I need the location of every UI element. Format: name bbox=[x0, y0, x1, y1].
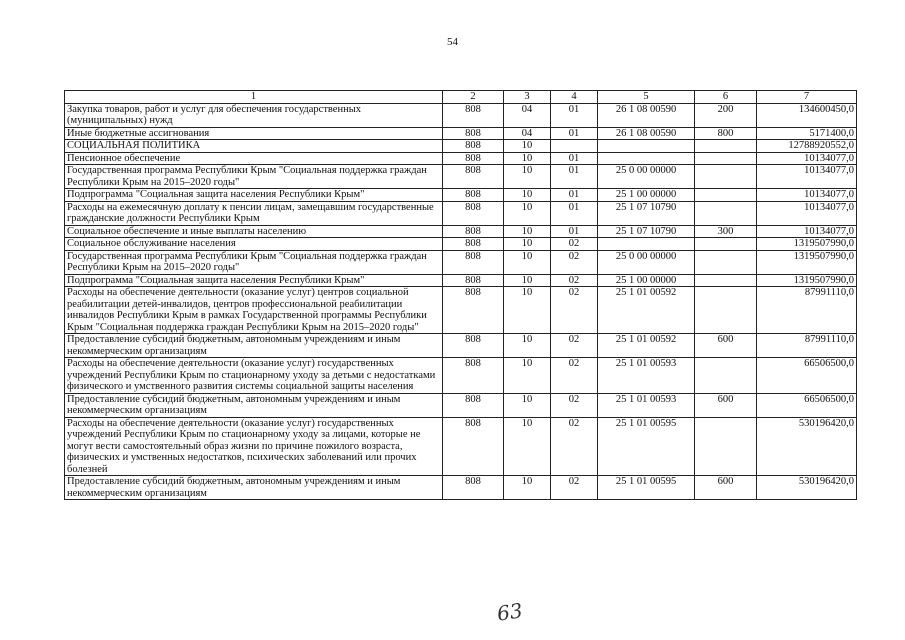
row-code-c5: 25 1 01 00592 bbox=[598, 334, 695, 358]
table-row bbox=[65, 334, 857, 358]
row-amount: 5171400,0 bbox=[757, 127, 857, 140]
row-description: Иные бюджетные ассигнования bbox=[65, 127, 443, 140]
row-code-c2: 808 bbox=[443, 250, 504, 274]
row-code-c2: 808 bbox=[443, 103, 504, 127]
row-amount: 66506500,0 bbox=[757, 393, 857, 417]
row-description: Социальное обслуживание населения bbox=[65, 238, 443, 251]
row-code-c4: 01 bbox=[551, 103, 598, 127]
budget-table bbox=[64, 90, 857, 500]
row-code-c2: 808 bbox=[443, 393, 504, 417]
row-code-c6 bbox=[695, 189, 757, 202]
row-amount: 530196420,0 bbox=[757, 417, 857, 476]
row-amount: 1319507990,0 bbox=[757, 274, 857, 287]
row-code-c4: 02 bbox=[551, 334, 598, 358]
row-code-c3: 10 bbox=[504, 165, 551, 189]
row-code-c6 bbox=[695, 140, 757, 153]
row-code-c5: 26 1 08 00590 bbox=[598, 103, 695, 127]
row-code-c6: 600 bbox=[695, 334, 757, 358]
table-row bbox=[65, 238, 857, 251]
table-body bbox=[65, 103, 857, 500]
row-code-c5: 25 1 07 10790 bbox=[598, 201, 695, 225]
row-code-c2: 808 bbox=[443, 201, 504, 225]
row-code-c3: 10 bbox=[504, 393, 551, 417]
row-code-c5 bbox=[598, 140, 695, 153]
row-code-c6 bbox=[695, 152, 757, 165]
row-code-c2: 808 bbox=[443, 238, 504, 251]
column-header: 3 bbox=[504, 91, 551, 104]
row-amount: 10134077,0 bbox=[757, 201, 857, 225]
row-description: Расходы на обеспечение деятельности (оказание услуг) центров социальной реабилитации детей-инвалидов, центров профессиональной реабилитации инвалидов Республики Крым в рамках Государственной программы Республики Крым "Социальная поддержка граждан Республики Крым на 2015–2020 годы" bbox=[65, 287, 443, 334]
row-code-c6 bbox=[695, 287, 757, 334]
row-code-c5: 25 1 00 00000 bbox=[598, 274, 695, 287]
row-description: Государственная программа Республики Крым "Социальная поддержка граждан Республики Крым на 2015–2020 годы" bbox=[65, 250, 443, 274]
row-amount: 87991110,0 bbox=[757, 334, 857, 358]
row-code-c4: 01 bbox=[551, 152, 598, 165]
row-code-c5: 26 1 08 00590 bbox=[598, 127, 695, 140]
row-code-c4: 01 bbox=[551, 189, 598, 202]
row-code-c4 bbox=[551, 140, 598, 153]
row-code-c2: 808 bbox=[443, 165, 504, 189]
row-code-c4: 02 bbox=[551, 417, 598, 476]
table-row bbox=[65, 274, 857, 287]
row-code-c2: 808 bbox=[443, 140, 504, 153]
row-code-c3: 10 bbox=[504, 334, 551, 358]
row-amount: 1319507990,0 bbox=[757, 250, 857, 274]
row-code-c5: 25 1 01 00595 bbox=[598, 417, 695, 476]
table-row bbox=[65, 417, 857, 476]
table-row bbox=[65, 393, 857, 417]
row-amount: 10134077,0 bbox=[757, 152, 857, 165]
row-code-c3: 10 bbox=[504, 287, 551, 334]
row-code-c2: 808 bbox=[443, 287, 504, 334]
column-header: 1 bbox=[65, 91, 443, 104]
row-description: Расходы на обеспечение деятельности (оказание услуг) государственных учреждений Республики Крым по стационарному уходу за лицами, которые не могут вести самостоятельный образ жизни по причине пожилого возраста, физических и умственных недостатков, психических заболеваний или прочих болезней bbox=[65, 417, 443, 476]
row-amount: 12788920552,0 bbox=[757, 140, 857, 153]
row-code-c5: 25 1 01 00593 bbox=[598, 358, 695, 394]
row-code-c6: 600 bbox=[695, 476, 757, 500]
row-code-c3: 04 bbox=[504, 103, 551, 127]
row-code-c6 bbox=[695, 165, 757, 189]
row-amount: 10134077,0 bbox=[757, 165, 857, 189]
row-code-c2: 808 bbox=[443, 274, 504, 287]
row-code-c4: 02 bbox=[551, 358, 598, 394]
row-code-c3: 10 bbox=[504, 274, 551, 287]
row-code-c2: 808 bbox=[443, 476, 504, 500]
table-row bbox=[65, 225, 857, 238]
row-code-c4: 02 bbox=[551, 250, 598, 274]
row-code-c4: 02 bbox=[551, 287, 598, 334]
row-code-c6 bbox=[695, 358, 757, 394]
page-number: 54 bbox=[447, 36, 458, 48]
row-code-c3: 10 bbox=[504, 238, 551, 251]
row-code-c5: 25 1 07 10790 bbox=[598, 225, 695, 238]
row-code-c2: 808 bbox=[443, 127, 504, 140]
row-description: Предоставление субсидий бюджетным, автономным учреждениям и иным некоммерческим организациям bbox=[65, 334, 443, 358]
table-row bbox=[65, 358, 857, 394]
row-amount: 1319507990,0 bbox=[757, 238, 857, 251]
row-description: Расходы на ежемесячную доплату к пенсии лицам, замещавшим государственные гражданские должности Республики Крым bbox=[65, 201, 443, 225]
row-code-c3: 10 bbox=[504, 476, 551, 500]
row-amount: 66506500,0 bbox=[757, 358, 857, 394]
column-header: 2 bbox=[443, 91, 504, 104]
row-amount: 10134077,0 bbox=[757, 225, 857, 238]
table-row bbox=[65, 250, 857, 274]
row-code-c4: 02 bbox=[551, 393, 598, 417]
row-code-c4: 01 bbox=[551, 165, 598, 189]
row-code-c4: 01 bbox=[551, 127, 598, 140]
row-code-c4: 02 bbox=[551, 476, 598, 500]
row-description: Предоставление субсидий бюджетным, автономным учреждениям и иным некоммерческим организациям bbox=[65, 476, 443, 500]
row-code-c5: 25 0 00 00000 bbox=[598, 165, 695, 189]
row-code-c6 bbox=[695, 238, 757, 251]
column-header: 7 bbox=[757, 91, 857, 104]
row-code-c5: 25 1 01 00592 bbox=[598, 287, 695, 334]
column-header: 5 bbox=[598, 91, 695, 104]
row-description: СОЦИАЛЬНАЯ ПОЛИТИКА bbox=[65, 140, 443, 153]
row-code-c3: 10 bbox=[504, 140, 551, 153]
handwritten-page-mark: 63 bbox=[495, 598, 524, 626]
row-description: Государственная программа Республики Крым "Социальная поддержка граждан Республики Крым на 2015–2020 годы" bbox=[65, 165, 443, 189]
row-description: Предоставление субсидий бюджетным, автономным учреждениям и иным некоммерческим организациям bbox=[65, 393, 443, 417]
table-row bbox=[65, 476, 857, 500]
row-code-c3: 04 bbox=[504, 127, 551, 140]
row-code-c2: 808 bbox=[443, 152, 504, 165]
row-code-c3: 10 bbox=[504, 225, 551, 238]
row-code-c3: 10 bbox=[504, 189, 551, 202]
row-amount: 10134077,0 bbox=[757, 189, 857, 202]
row-code-c3: 10 bbox=[504, 358, 551, 394]
row-code-c3: 10 bbox=[504, 152, 551, 165]
row-code-c5 bbox=[598, 152, 695, 165]
table-row bbox=[65, 140, 857, 153]
row-code-c2: 808 bbox=[443, 225, 504, 238]
table-row bbox=[65, 287, 857, 334]
row-code-c3: 10 bbox=[504, 417, 551, 476]
row-description: Социальное обеспечение и иные выплаты населению bbox=[65, 225, 443, 238]
table-row bbox=[65, 189, 857, 202]
row-code-c2: 808 bbox=[443, 334, 504, 358]
row-code-c5 bbox=[598, 238, 695, 251]
row-code-c6: 600 bbox=[695, 393, 757, 417]
row-description: Закупка товаров, работ и услуг для обеспечения государственных (муниципальных) нужд bbox=[65, 103, 443, 127]
table-header-row bbox=[65, 91, 857, 104]
row-description: Подпрограмма "Социальная защита населения Республики Крым" bbox=[65, 274, 443, 287]
column-header: 4 bbox=[551, 91, 598, 104]
row-code-c6 bbox=[695, 417, 757, 476]
row-description: Расходы на обеспечение деятельности (оказание услуг) государственных учреждений Республики Крым по стационарному уходу за детьми с недостатками физического и умственного развития системы социальной защиты населения bbox=[65, 358, 443, 394]
row-code-c2: 808 bbox=[443, 417, 504, 476]
row-code-c5: 25 1 01 00593 bbox=[598, 393, 695, 417]
row-description: Пенсионное обеспечение bbox=[65, 152, 443, 165]
table-row bbox=[65, 103, 857, 127]
row-code-c6: 300 bbox=[695, 225, 757, 238]
row-code-c5: 25 1 01 00595 bbox=[598, 476, 695, 500]
row-code-c6: 200 bbox=[695, 103, 757, 127]
row-code-c3: 10 bbox=[504, 250, 551, 274]
row-amount: 134600450,0 bbox=[757, 103, 857, 127]
row-code-c2: 808 bbox=[443, 358, 504, 394]
row-code-c4: 01 bbox=[551, 201, 598, 225]
row-code-c6: 800 bbox=[695, 127, 757, 140]
table-row bbox=[65, 152, 857, 165]
row-code-c2: 808 bbox=[443, 189, 504, 202]
row-code-c6 bbox=[695, 250, 757, 274]
row-code-c4: 02 bbox=[551, 238, 598, 251]
table-row bbox=[65, 201, 857, 225]
table-row bbox=[65, 127, 857, 140]
row-amount: 87991110,0 bbox=[757, 287, 857, 334]
row-code-c6 bbox=[695, 201, 757, 225]
row-code-c6 bbox=[695, 274, 757, 287]
row-amount: 530196420,0 bbox=[757, 476, 857, 500]
row-code-c4: 02 bbox=[551, 274, 598, 287]
row-description: Подпрограмма "Социальная защита населения Республики Крым" bbox=[65, 189, 443, 202]
table-row bbox=[65, 165, 857, 189]
row-code-c5: 25 1 00 00000 bbox=[598, 189, 695, 202]
column-header: 6 bbox=[695, 91, 757, 104]
row-code-c3: 10 bbox=[504, 201, 551, 225]
row-code-c4: 01 bbox=[551, 225, 598, 238]
row-code-c5: 25 0 00 00000 bbox=[598, 250, 695, 274]
